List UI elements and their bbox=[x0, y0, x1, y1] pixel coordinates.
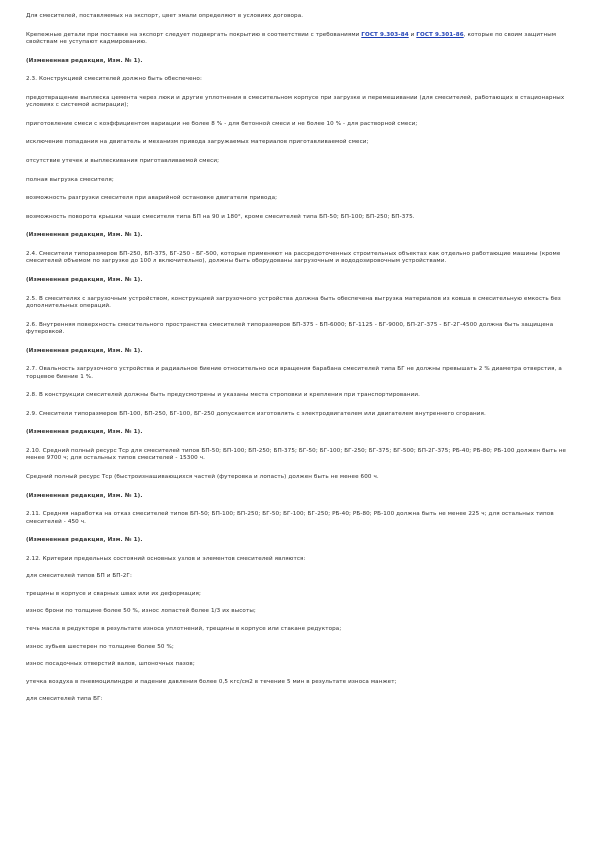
amendment-note: (Измененная редакция, Изм. № 1). bbox=[26, 57, 143, 64]
list-item-variation-coefficient: приготовление смеси с коэффициентом вариации не более 8 % - для бетонной смеси и не более 10 % - для растворной смеси; bbox=[26, 120, 418, 127]
list-item-shaft-wear: износ посадочных отверстий валов, шпоночных пазов; bbox=[26, 661, 195, 668]
list-item-full-unload: полная выгрузка смесителя; bbox=[26, 176, 114, 183]
section-2-10-wear-parts: Средний полный ресурс Тср (быстроизнашивающихся частей (футеровка и лопасть) должен быть не менее 600 ч. bbox=[26, 473, 379, 480]
gost-9-303-84-link[interactable]: ГОСТ 9.303-84 bbox=[361, 31, 409, 38]
list-item-emergency-unload: возможность разгрузки смесителя при аварийной остановке двигателя привода; bbox=[26, 195, 278, 202]
list-item-gear-wear: износ зубьев шестерен по толщине более 50 %; bbox=[26, 643, 174, 650]
section-2-9: 2.9. Смесители типоразмеров БП-100, БП-250, БГ-100, БГ-250 допускается изготовлять с электродвигателем или двигателем внутреннего сгорания. bbox=[26, 410, 486, 417]
section-2-8: 2.8. В конструкции смесителей должны быть предусмотрены и указаны места строповки и крепления при транспортировании. bbox=[26, 392, 421, 399]
list-item-oil-leak: течь масла в редукторе в результате износа уплотнений, трещины в корпусе или стакане редуктора; bbox=[26, 626, 342, 633]
list-heading-bp-mixers: для смесителей типов БП и БП-2Г: bbox=[26, 573, 132, 580]
amendment-note: (Измененная редакция, Изм. № 1). bbox=[26, 537, 143, 544]
section-2-7: 2.7. Овальность загрузочного устройства и радиальное биение относительно оси вращения барабана смесителей типа БГ не должны превышать 2 % диаметра отверстия, а торцевое биение 1 %. bbox=[26, 366, 562, 380]
list-item-lid-rotation: возможность поворота крышки чаши смесителя типа БП на 90 и 180°, кроме смесителей типа БП-50; БП-100; БП-250; БП-375. bbox=[26, 213, 415, 220]
amendment-note: (Измененная редакция, Изм. № 1). bbox=[26, 347, 143, 354]
section-2-4: 2.4. Смесители типоразмеров БП-250, БП-375, БГ-250 - БГ-500, которые применяют на рассредоточенных строительных объектах как отдельно работающие машины (кроме смесителей объемом по загрузке до 100 л включительно), должны быть оборудованы загрузочным и вододозировочным устройствами. bbox=[26, 250, 561, 265]
list-item-air-leak: утечка воздуха в пневмоцилиндре и падение давления более 0,5 кгс/см2 в течение 5 мин в результате износа манжет; bbox=[26, 678, 397, 685]
list-heading-bg-mixers: для смесителей типа БГ: bbox=[26, 696, 103, 703]
list-item-drive-protection: исключение попадания на двигатель и механизм привода загружаемых материалов приготавливаемой смеси; bbox=[26, 139, 369, 146]
list-item-no-leaks: отсутствие утечек и выплескивания приготавливаемой смеси; bbox=[26, 157, 220, 164]
list-item-armor-wear: износ брони по толщине более 50 %, износ лопастей более 1/3 их высоты; bbox=[26, 608, 256, 615]
section-2-3-heading: 2.3. Конструкцией смесителей должно быть обеспечено: bbox=[26, 76, 202, 83]
amendment-note: (Измененная редакция, Изм. № 1). bbox=[26, 232, 143, 239]
amendment-note: (Измененная редакция, Изм. № 1). bbox=[26, 492, 143, 499]
section-2-10: 2.10. Средний полный ресурс Тср для смесителей типов БП-50; БП-100; БП-250; БП-375; БГ-50; БГ-100; БГ-250; БГ-375; БГ-500; БП-2Г-375; РБ-40; РБ-80; РБ-100 должен быть не менее 9700 ч; для остальных типов смесителей - 15300 ч. bbox=[26, 447, 567, 462]
paragraph-fasteners-coating bbox=[26, 32, 569, 47]
amendment-note: (Измененная редакция, Изм. № 1). bbox=[26, 429, 143, 436]
list-item-splash-prevention: предотвращение выплеска цемента через люки и другие уплотнения в смесительном корпусе при загрузке и перемешивании (для смесителей, работающих в стационарных условиях с системой аспирации); bbox=[26, 94, 565, 109]
paragraph-fasteners-text-after: , которые по своим защитным свойствам не уступают кадмированию. bbox=[26, 31, 557, 45]
list-item-cracks: трещины в корпусе и сварных швах или их деформация; bbox=[26, 590, 202, 597]
section-2-6: 2.6. Внутренняя поверхность смесительного пространства смесителей типоразмеров БП-375 - БП-6000; БГ-1125 - БГ-9000, БП-2Г-375 - БГ-2Г-4500 должна быть защищена футеровкой. bbox=[26, 321, 554, 335]
paragraph-fasteners-text-before: Крепежные детали при поставке на экспорт следует подвергать покрытию в соответствии с требованиями bbox=[26, 31, 362, 38]
section-2-5: 2.5. В смесителях с загрузочным устройством, конструкцией загрузочного устройства должна быть обеспечена выгрузка материалов из ковша в смесительную емкость без дополнительных операций. bbox=[26, 295, 561, 309]
paragraph-fasteners-text-middle: и bbox=[408, 31, 417, 38]
section-2-12: 2.12. Критерии предельных состояний основных узлов и элементов смесителей являются: bbox=[26, 555, 306, 562]
paragraph-export-paint: Для смесителей, поставляемых на экспорт, цвет эмали определяют в условиях договора. bbox=[26, 13, 304, 19]
gost-9-301-86-link[interactable]: ГОСТ 9.301-86 bbox=[416, 31, 464, 38]
section-2-11: 2.11. Средняя наработка на отказ смесителей типов БП-50; БП-100; БП-250; БГ-50; БГ-100; БГ-250; РБ-40; РБ-80; РБ-100 должна быть не менее 225 ч; для остальных типов смесителей - 450 ч. bbox=[26, 511, 554, 525]
amendment-note: (Измененная редакция, Изм. № 1). bbox=[26, 276, 143, 283]
